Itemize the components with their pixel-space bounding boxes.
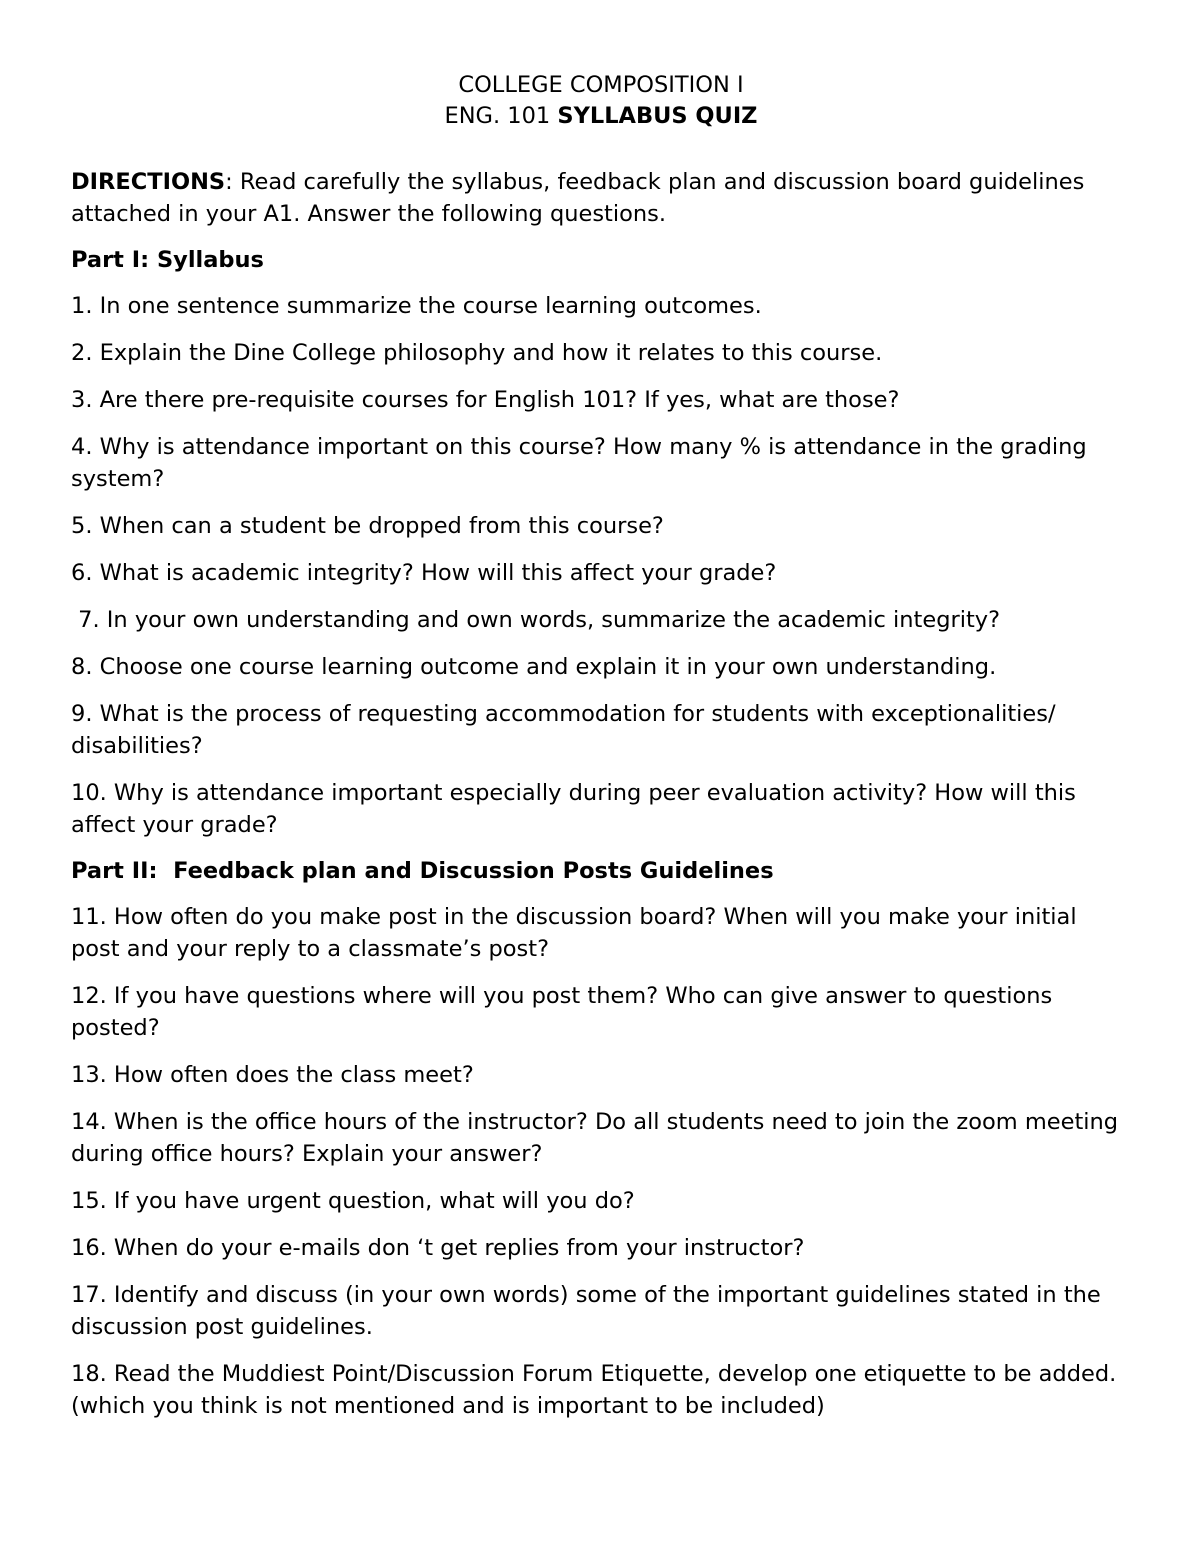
directions-paragraph xyxy=(71,166,1131,230)
question-3: 3. Are there pre-requisite courses for English 101? If yes, what are those? xyxy=(71,387,900,413)
question-10: 10. Why is attendance important especially during peer evaluation activity? How will this affect your grade? xyxy=(71,780,1076,838)
course-code: ENG. 101 xyxy=(444,103,558,129)
part-1-heading: Part I: Syllabus xyxy=(71,247,264,273)
part-2-heading: Part II: Feedback plan and Discussion Posts Guidelines xyxy=(71,858,774,884)
document-title xyxy=(71,70,1131,132)
question-11: 11. How often do you make post in the discussion board? When will you make your initial post and your reply to a classmate’s post? xyxy=(71,904,1077,962)
question-17: 17. Identify and discuss (in your own words) some of the important guidelines stated in the discussion post guidelines. xyxy=(71,1282,1101,1340)
question-4: 4. Why is attendance important on this course? How many % is attendance in the grading system? xyxy=(71,434,1087,492)
question-15: 15. If you have urgent question, what will you do? xyxy=(71,1188,635,1214)
directions-text: : Read carefully the syllabus, feedback plan and discussion board guidelines attached in your A1. Answer the following questions. xyxy=(71,169,1085,227)
question-18: 18. Read the Muddiest Point/Discussion Forum Etiquette, develop one etiquette to be added. (which you think is not mentioned and is important to be included) xyxy=(71,1361,1117,1419)
question-13: 13. How often does the class meet? xyxy=(71,1062,474,1088)
question-8: 8. Choose one course learning outcome and explain it in your own understanding. xyxy=(71,654,997,680)
question-6: 6. What is academic integrity? How will this affect your grade? xyxy=(71,560,777,586)
question-2: 2. Explain the Dine College philosophy and how it relates to this course. xyxy=(71,340,883,366)
directions-label: DIRECTIONS xyxy=(71,169,226,195)
question-14: 14. When is the office hours of the instructor? Do all students need to join the zoom meeting during office hours? Explain your answer? xyxy=(71,1109,1119,1167)
course-title: COLLEGE COMPOSITION I xyxy=(458,72,744,98)
document-content xyxy=(71,70,1131,1422)
quiz-name: SYLLABUS QUIZ xyxy=(557,103,758,129)
question-7: 7. In your own understanding and own words, summarize the academic integrity? xyxy=(71,607,1001,633)
question-16: 16. When do your e-mails don ‘t get replies from your instructor? xyxy=(71,1235,805,1261)
question-9: 9. What is the process of requesting accommodation for students with exceptionalities/ disabilities? xyxy=(71,701,1056,759)
question-1: 1. In one sentence summarize the course learning outcomes. xyxy=(71,293,762,319)
question-12: 12. If you have questions where will you post them? Who can give answer to questions posted? xyxy=(71,983,1053,1041)
question-5: 5. When can a student be dropped from this course? xyxy=(71,513,664,539)
quiz-title xyxy=(71,101,1131,132)
